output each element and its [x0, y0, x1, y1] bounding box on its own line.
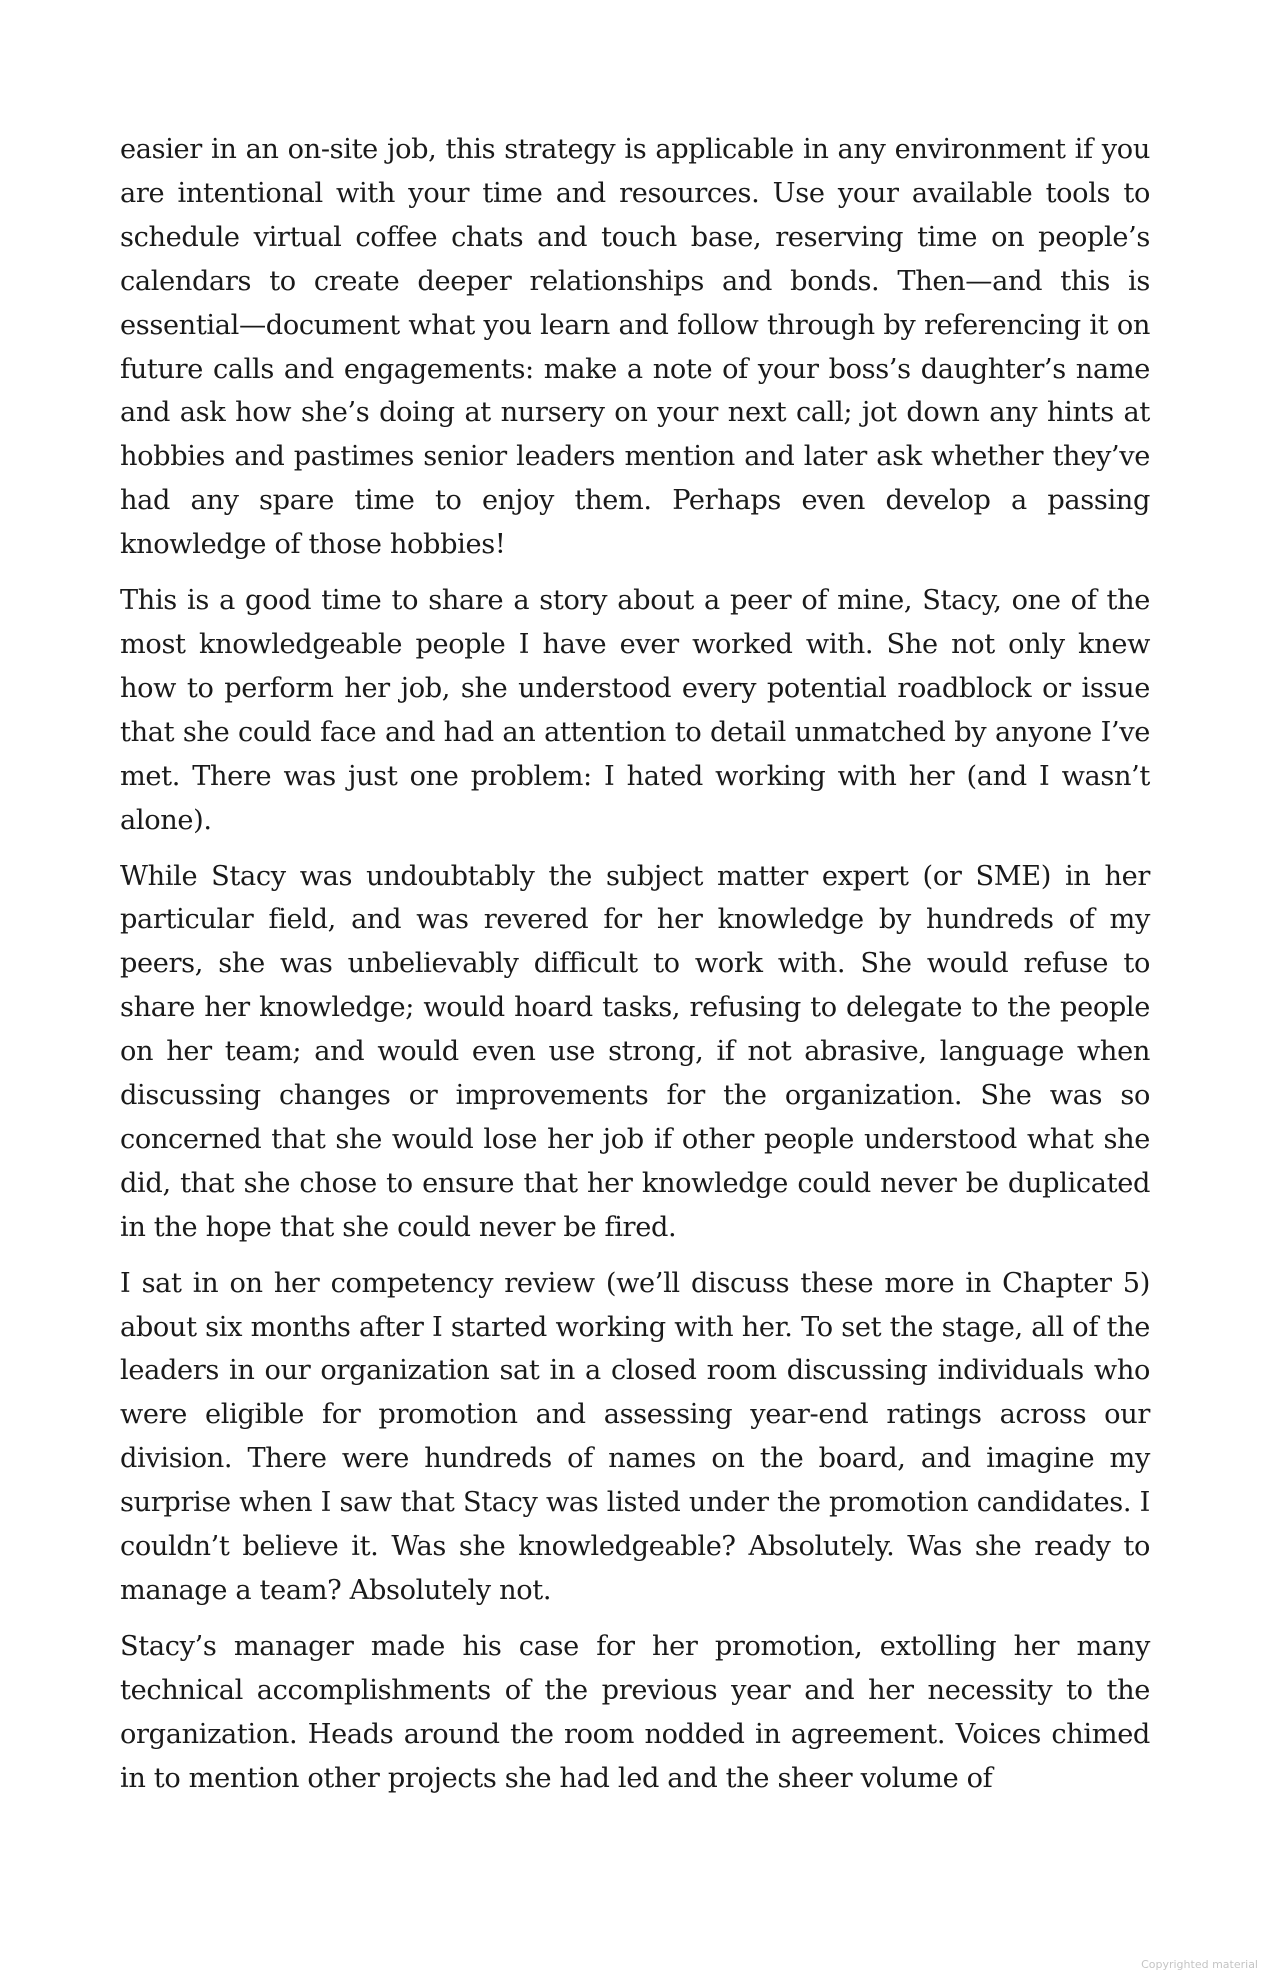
paragraph-4: I sat in on her competency review (we’ll discuss these more in Chapter 5) about six months after I started working with her. To set the stage, all of the leaders in our organization sat in a closed room discussing individuals who were eligible for promotion and assessing year-end ratings across our division. There were hundreds of names on the board, and imagine my surprise when I saw that Stacy was listed under the promotion candidates. I couldn’t believe it. Was she knowledgeable? Absolutely. Was she ready to manage a team? Absolutely not.	[120, 1267, 1150, 1606]
paragraph-5: Stacy’s manager made his case for her promotion, extolling her many technical accomplishments of the previous year and her necessity to the organization. Heads around the room nodded in agreement. Voices chimed in to mention other projects she had led and the sheer volume of	[120, 1630, 1150, 1794]
paragraph-3: While Stacy was undoubtably the subject matter expert (or SME) in her particular field, and was revered for her knowledge by hundreds of my peers, she was unbelievably difficult to work with. She would refuse to share her knowledge; would hoard tasks, refusing to delegate to the people on her team; and would even use strong, if not abrasive, language when discussing changes or improvements for the organization. She was so concerned that she would lose her job if other people understood what she did, that she chose to ensure that her knowledge could never be duplicated in the hope that she could never be fired.	[120, 860, 1150, 1243]
paragraph-1: easier in an on-site job, this strategy is applicable in any environment if you are intentional with your time and resources. Use your available tools to schedule virtual coffee chats and touch base, reserving time on people’s calendars to create deeper relationships and bonds. Then—and this is essential—document what you learn and follow through by referencing it on future calls and engagements: make a note of your boss’s daughter’s name and ask how she’s doing at nursery on your next call; jot down any hints at hobbies and pastimes senior leaders mention and later ask whether they’ve had any spare time to enjoy them. Perhaps even develop a passing knowledge of those hobbies!	[120, 134, 1150, 561]
copyright-watermark: Copyrighted material	[1141, 1958, 1258, 1971]
page-body	[120, 128, 1150, 1813]
paragraph-2: This is a good time to share a story about a peer of mine, Stacy, one of the most knowledgeable people I have ever worked with. She not only knew how to perform her job, she understood every potential roadblock or issue that she could face and had an attention to detail unmatched by anyone I’ve met. There was just one problem: I hated working with her (and I wasn’t alone).	[120, 585, 1150, 836]
